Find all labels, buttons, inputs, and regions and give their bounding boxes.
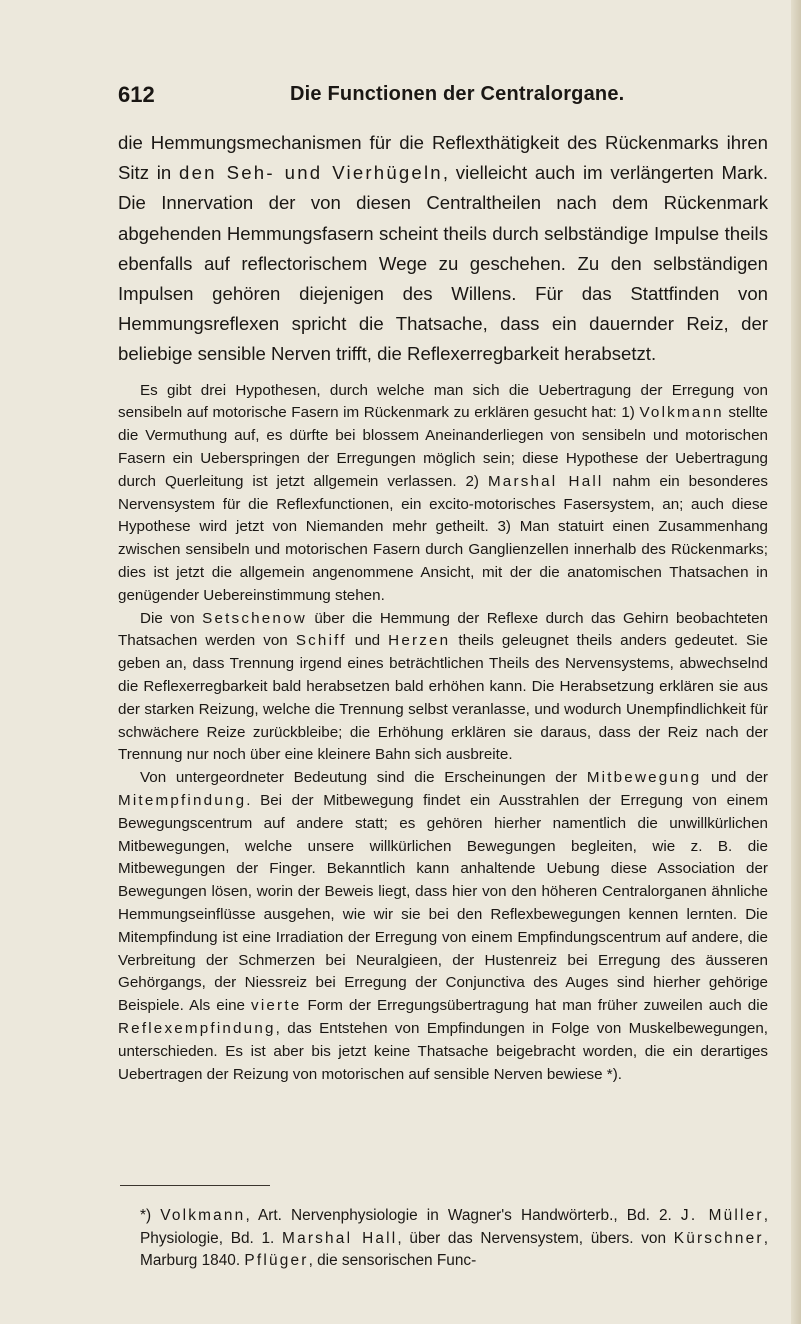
text-run: , Art. Nervenphysiologie in Wagner's Handwörterb., Bd. 2. <box>245 1207 681 1224</box>
paragraph-hypotheses <box>118 380 768 608</box>
paragraph-setschenow <box>118 608 768 768</box>
paragraph-mitbewegung <box>118 767 768 1086</box>
author-name: Schiff <box>295 632 347 650</box>
author-name: Marshal Hall <box>282 1229 398 1247</box>
author-name: Volkmann <box>160 1207 246 1224</box>
author-name: Marshal Hall <box>487 472 604 490</box>
page-header <box>118 82 758 112</box>
author-name: Kürschner <box>673 1229 764 1247</box>
spaced-term: vierte <box>251 997 302 1015</box>
text-run: , Marburg 1840. <box>140 1229 768 1270</box>
author-name: J. Müller <box>680 1207 764 1224</box>
text-run: , vielleicht auch im verlängerten Mark. Die Innervation der von diesen Centraltheilen nach dem Rückenmark abgehenden Hemmungsfasern scheint theils durch selbständige Impulse theils ebenfalls auf reflectorischem Wege zu geschehen. Zu den selbständigen Impulsen gehören diejenigen des Willens. Für das Stattfinden von Hemmungsreflexen spricht die Thatsache, dass ein dauernder Reiz, der beliebige sensible Nerven trifft, die Reflexerregbarkeit herabsetzt. <box>118 162 768 365</box>
text-run: , über das Nervensystem, übers. von <box>397 1229 674 1247</box>
main-paragraph-block <box>118 128 768 370</box>
text-run: , die sensorischen Func- <box>308 1252 477 1270</box>
page-number: 612 <box>118 82 155 107</box>
text-run: Es gibt drei Hypothesen, durch welche man sich die Uebertragung der Erregung von sensibeln auf motorische Fasern im Rückenmark zu erklären gesucht hat: 1) <box>118 381 768 422</box>
running-title: Die Functionen der Centralorgane. <box>290 83 625 105</box>
text-run: und der <box>701 769 768 787</box>
body-text <box>118 128 768 1086</box>
spaced-term: den Seh- und Vierhügeln <box>179 162 443 184</box>
author-name: Volkmann <box>639 404 724 422</box>
text-run: stellte die Vermuthung auf, es dürfte bei blossem Aneinanderliegen von sensibeln und motorischen Fasern ein Ueberspringen der Erregungen möglich sein; diese Hypothese der Uebertragung durch Querleitung ist jetzt allgemein verlassen. 2) <box>118 404 768 490</box>
footnote-text <box>140 1205 768 1273</box>
footnote-divider <box>120 1185 270 1186</box>
text-run: Form der Erregungsübertragung hat man früher zuweilen auch die <box>301 997 769 1015</box>
page-edge <box>791 0 801 1324</box>
footnote <box>140 1205 768 1273</box>
text-run: und <box>346 632 389 650</box>
author-name: Pflüger <box>244 1252 309 1270</box>
text-run: . Bei der Mitbewegung findet ein Ausstrahlen der Erregung von einem Bewegungscentrum auf andere statt; es gehören hierher namentlich die unwillkürlichen Mitbewegungen, welche unsere willkürlichen Bewegungen begleiten, wie z. B. die Mitbewegungen der Finger. Bekanntlich kann anhaltende Uebung diese Association der Bewegungen lösen, worin der Beweis liegt, dass hier von den höheren Centralorganen ähnliche Hemmungseinflüsse ausgehen, wie wir sie bei den Reflexbewegungen kennen lernten. Die Mitempfindung ist eine Irradiation der Erregung von einem Empfindungscentrum auf andere, die Verbreitung der Schmerzen bei Neuralgieen, der Hustenreiz bei Erregung des äusseren Gehörgangs, der Niessreiz bei Erregung der Conjunctiva des Auges sind hierher gehörige Beispiele. Als eine <box>118 791 768 1015</box>
text-run: nahm ein besonderes Nervensystem für die Reflexfunctionen, ein excito-motorisches Fasersystem, an; auch diese Hypothese wird jetzt von Niemanden mehr getheilt. 3) Man statuirt einen Zusammenhang zwischen sensibeln und motorischen Fasern durch Ganglienzellen innerhalb des Rückenmarks; dies ist jetzt die allgemein angenommene Ansicht, mit der die anatomischen Thatsachen in genügender Uebereinstimmung stehen. <box>118 472 768 604</box>
spaced-term: Mitbewegung <box>586 769 702 787</box>
text-run: Die von <box>140 609 203 627</box>
text-run: über die Hemmung der Reflexe durch das Gehirn beobachteten Thatsachen werden von <box>118 609 769 650</box>
small-print-block <box>118 380 768 1087</box>
spaced-term: Reflexempfindung <box>118 1019 276 1037</box>
spaced-term: Mitempfindung <box>118 791 247 809</box>
text-run: Von untergeordneter Bedeutung sind die Erscheinungen der <box>140 769 587 787</box>
text-run: die Hemmungsmechanismen für die Reflexthätigkeit des Rückenmarks ihren Sitz in <box>118 132 768 184</box>
text-run: , Physiologie, Bd. 1. <box>140 1207 768 1247</box>
author-name: Herzen <box>388 632 451 650</box>
text-run: , das Entstehen von Empfindungen in Folge von Muskelbewegungen, unterschieden. Es ist aber bis jetzt keine Thatsache beigebracht worden, die ein derartiges Uebertragen der Reizung von motorischen auf sensible Nerven bewiese *). <box>118 1019 768 1083</box>
text-run: theils geleugnet theils anders gedeutet. Sie geben an, dass Trennung irgend eines beträchtlichen Theils des Nervensystems, abwechselnd die Reflexerregbarkeit bald herabsetzen bald erhöhen kann. Die Herabsetzung erklären sie aus der starken Reizung, welche die Trennung selbst veranlasse, und wodurch Unempfindlichkeit für schwächere Reize zurückbleibe; die Erhöhung erklären sie daraus, dass der Reiz nach der Trennung nur noch über eine kleinere Bahn sich ausbreite. <box>118 632 768 764</box>
author-name: Setschenow <box>202 609 307 627</box>
footnote-marker: *) <box>140 1207 152 1224</box>
main-paragraph <box>118 128 768 370</box>
